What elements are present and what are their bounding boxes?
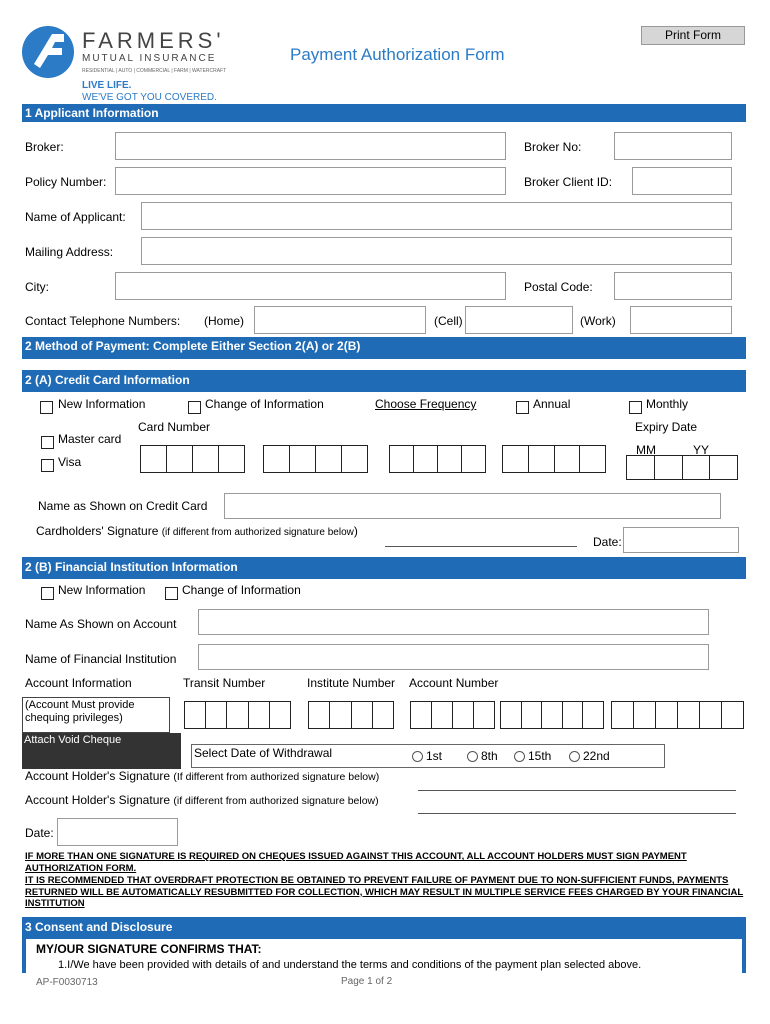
broker-no-input[interactable]: [614, 132, 732, 160]
consent-heading: MY/OUR SIGNATURE CONFIRMS THAT:: [36, 942, 262, 956]
monthly-label: Monthly: [646, 397, 689, 411]
overdraft-warning: IT IS RECOMMENDED THAT OVERDRAFT PROTECTION BE OBTAINED TO PREVENT FAILURE OF PAYMENT DUE TO NON-SUFFICIENT FUNDS, PAYMENTS RETURNED WILL BE AUTOMATICALLY RESUBMITTED FOR COLLECTION, WHICH MAY RESULT IN MULTIPLE SERVICE FEES CHARGED BY YOUR FINANCIAL INSTITUTION: [25, 875, 744, 909]
policy-number-label: Policy Number:: [25, 175, 107, 189]
attach-void-cheque-box: Attach Void Cheque: [22, 733, 181, 769]
company-name: FARMERS': [82, 28, 225, 53]
withdrawal-8th-label: 8th: [481, 749, 498, 763]
postal-code-input[interactable]: [614, 272, 732, 300]
visa-label: Visa: [58, 455, 82, 469]
cc-date-label: Date:: [593, 535, 622, 549]
withdrawal-1st-label: 1st: [426, 749, 443, 763]
account-number-group-1[interactable]: [410, 701, 495, 729]
fi-change-information-checkbox[interactable]: [165, 587, 178, 600]
cc-date-input[interactable]: [623, 527, 739, 553]
work-phone-input[interactable]: [630, 306, 732, 334]
account-number-label: Account Number: [409, 676, 499, 690]
card-number-label: Card Number: [138, 420, 211, 434]
broker-label: Broker:: [25, 140, 64, 154]
form-code: AP-F0030713: [36, 977, 98, 988]
withdrawal-1st-radio[interactable]: [412, 751, 423, 762]
lines-of-business: RESIDENTIAL | AUTO | COMMERCIAL | FARM | WATERCRAFT: [82, 68, 227, 74]
name-on-card-input[interactable]: [224, 493, 721, 519]
account-note-box: (Account Must provide chequing privileges): [22, 697, 170, 733]
postal-code-label: Postal Code:: [524, 280, 593, 294]
print-form-button[interactable]: Print Form: [641, 26, 745, 45]
cardholder-signature-line[interactable]: [385, 546, 577, 547]
work-phone-label: (Work): [580, 314, 616, 328]
cardholder-signature-note: (if different from authorized signature below: [161, 527, 354, 538]
tagline: LIVE LIFE.: [82, 80, 132, 91]
select-date-label: Select Date of Withdrawal: [194, 746, 333, 760]
cardholder-signature-close: ): [353, 524, 358, 538]
account-holder-signature-note: (If different from authorized signature below): [173, 771, 380, 783]
section-2a-header: 2 (A) Credit Card Information: [22, 370, 746, 392]
financial-institution-input[interactable]: [198, 644, 709, 670]
tagline-sub: WE'VE GOT YOU COVERED.: [82, 92, 217, 103]
card-number-group-4[interactable]: [502, 445, 606, 473]
section-3-left-rule: [22, 939, 26, 973]
company-subname: MUTUAL INSURANCE: [82, 53, 217, 64]
mastercard-checkbox[interactable]: [41, 436, 54, 449]
expiry-mm-label: MM: [636, 443, 656, 457]
consent-item-1: 1.I/We have been provided with details of and understand the terms and conditions of the payment plan selected above.: [58, 959, 642, 971]
annual-checkbox[interactable]: [516, 401, 529, 414]
financial-institution-label: Name of Financial Institution: [25, 652, 177, 666]
fi-date-input[interactable]: [57, 818, 178, 846]
section-3-header: 3 Consent and Disclosure: [22, 917, 746, 939]
cc-change-information-checkbox[interactable]: [188, 401, 201, 414]
applicant-name-label: Name of Applicant:: [25, 210, 126, 224]
broker-input[interactable]: [115, 132, 506, 160]
account-holder-signature-2-text: Account Holder's Signature: [25, 793, 171, 807]
mailing-address-input[interactable]: [141, 237, 732, 265]
account-number-group-2[interactable]: [500, 701, 604, 729]
cc-new-information-label: New Information: [58, 397, 146, 411]
account-holder-signature-label: [25, 769, 379, 783]
institute-number-input[interactable]: [308, 701, 394, 729]
cardholder-signature-text: Cardholders' Signature: [36, 524, 159, 538]
account-holder-signature-text: Account Holder's Signature: [25, 769, 171, 783]
city-label: City:: [25, 280, 49, 294]
broker-client-id-label: Broker Client ID:: [524, 175, 613, 189]
page-number: Page 1 of 2: [341, 976, 393, 987]
home-phone-input[interactable]: [254, 306, 426, 334]
home-phone-label: (Home): [204, 314, 245, 328]
name-on-account-label: Name As Shown on Account: [25, 617, 177, 631]
withdrawal-15th-label: 15th: [528, 749, 552, 763]
cell-phone-input[interactable]: [465, 306, 573, 334]
account-holder-signature-line-1[interactable]: [418, 790, 736, 791]
fi-change-information-label: Change of Information: [182, 583, 301, 597]
mastercard-label: Master card: [58, 432, 122, 446]
section-2b-header: 2 (B) Financial Institution Information: [22, 557, 746, 579]
card-number-group-2[interactable]: [263, 445, 368, 473]
account-holder-signature-line-2[interactable]: [418, 813, 736, 814]
expiry-date-input[interactable]: [626, 455, 738, 480]
name-on-card-label: Name as Shown on Credit Card: [38, 499, 208, 513]
institute-number-label: Institute Number: [307, 676, 396, 690]
multiple-signature-warning: IF MORE THAN ONE SIGNATURE IS REQUIRED ON CHEQUES ISSUED AGAINST THIS ACCOUNT, ALL ACCOUNT HOLDERS MUST SIGN PAYMENT AUTHORIZATION FORM.: [25, 851, 687, 874]
policy-number-input[interactable]: [115, 167, 506, 195]
annual-label: Annual: [533, 397, 571, 411]
expiry-date-label: Expiry Date: [635, 420, 698, 434]
account-holder-signature-2-note: (if different from authorized signature below): [173, 795, 379, 807]
applicant-name-input[interactable]: [141, 202, 732, 230]
cc-change-information-label: Change of Information: [205, 397, 324, 411]
expiry-yy-label: YY: [693, 443, 710, 457]
withdrawal-22nd-label: 22nd: [583, 749, 610, 763]
farmers-logo-icon: [22, 24, 74, 80]
broker-client-id-input[interactable]: [632, 167, 732, 195]
withdrawal-22nd-radio[interactable]: [569, 751, 580, 762]
fi-date-label: Date:: [25, 826, 54, 840]
form-title: Payment Authorization Form: [290, 45, 505, 64]
cell-phone-label: (Cell): [434, 314, 463, 328]
broker-no-label: Broker No:: [524, 140, 582, 154]
account-number-group-3[interactable]: [611, 701, 744, 729]
account-information-label: Account Information: [25, 676, 132, 690]
monthly-checkbox[interactable]: [629, 401, 642, 414]
transit-number-label: Transit Number: [183, 676, 266, 690]
transit-number-input[interactable]: [184, 701, 291, 729]
card-number-group-3[interactable]: [389, 445, 486, 473]
withdrawal-15th-radio[interactable]: [514, 751, 525, 762]
visa-checkbox[interactable]: [41, 459, 54, 472]
choose-frequency-label: Choose Frequency: [375, 397, 477, 411]
section-3-right-rule: [742, 939, 746, 973]
mailing-address-label: Mailing Address:: [25, 245, 114, 259]
fi-new-information-checkbox[interactable]: [41, 587, 54, 600]
card-number-group-1[interactable]: [140, 445, 245, 473]
name-on-account-input[interactable]: [198, 609, 709, 635]
city-input[interactable]: [115, 272, 506, 300]
cardholder-signature-label: [36, 524, 358, 538]
account-holder-signature-2-label: [25, 793, 379, 807]
fi-new-information-label: New Information: [58, 583, 146, 597]
section-2-header: 2 Method of Payment: Complete Either Section 2(A) or 2(B): [22, 337, 746, 359]
cc-new-information-checkbox[interactable]: [40, 401, 53, 414]
section-1-header: 1 Applicant Information: [22, 104, 746, 122]
withdrawal-8th-radio[interactable]: [467, 751, 478, 762]
contact-phone-label: Contact Telephone Numbers:: [25, 314, 181, 328]
